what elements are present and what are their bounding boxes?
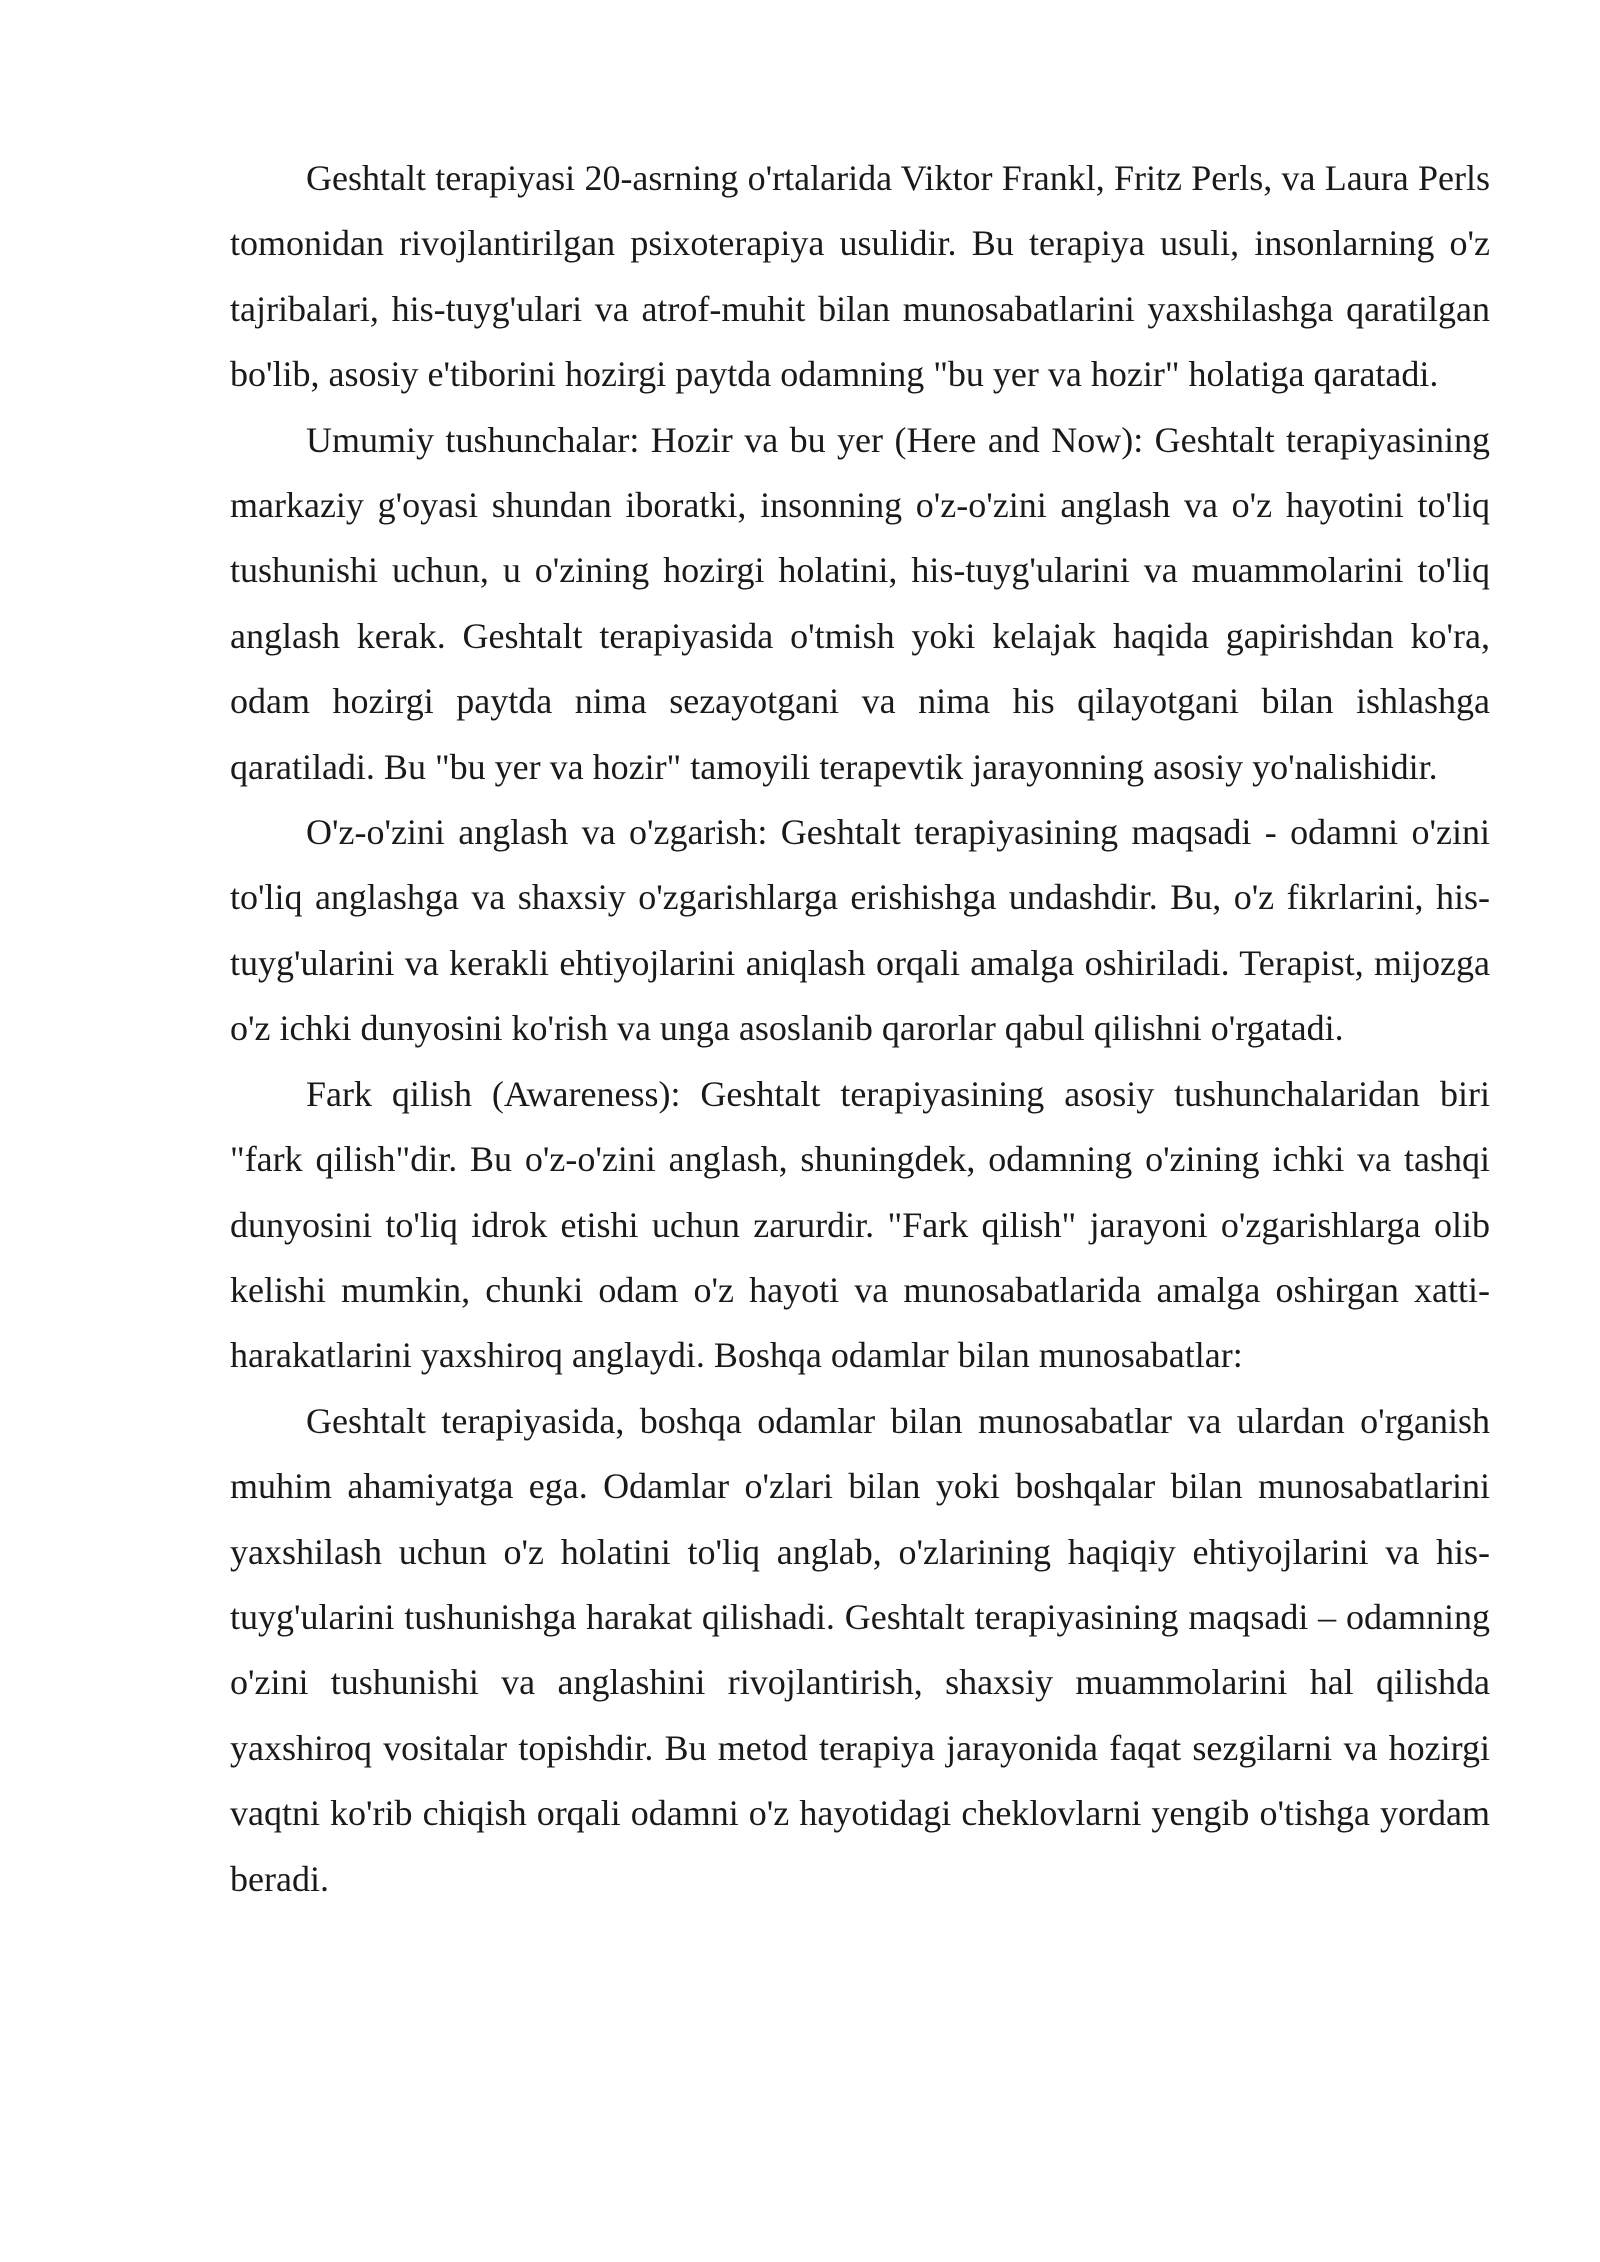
paragraph-awareness: Fark qilish (Awareness): Geshtalt terapiyasining asosiy tushunchalaridan biri "fark qilish"dir. Bu o'z-o'zini anglash, shuningdek, odamning o'zining ichki va tashqi dunyosini to'liq idrok etishi uchun zarurdir. "Fark qilish" jarayoni o'zgarishlarga olib kelishi mumkin, chunki odam o'z hayoti va munosabatlarida amalga oshirgan xatti-harakatlarini yaxshiroq anglaydi. Boshqa odamlar bilan munosabatlar:	[230, 1073, 1490, 1376]
paragraph-relationships: Geshtalt terapiyasida, boshqa odamlar bilan munosabatlar va ulardan o'rganish muhim ahamiyatga ega. Odamlar o'zlari bilan yoki boshqalar bilan munosabatlarini yaxshilash uchun o'z holatini to'liq anglab, o'zlarining haqiqiy ehtiyojlarini va his-tuyg'ularini tushunishga harakat qilishadi. Geshtalt terapiyasining maqsadi – odamning o'zini tushunishi va anglashini rivojlantirish, shaxsiy muammolarini hal qilishda yaxshiroq vositalar topishdir. Bu metod terapiya jarayonida faqat sezgilarni va hozirgi vaqtni ko'rib chiqish orqali odamni o'z hayotidagi cheklovlarni yengib o'tishga yordam beradi.	[230, 1400, 1490, 1899]
paragraph-self-awareness: O'z-o'zini anglash va o'zgarish: Geshtalt terapiyasining maqsadi - odamni o'zini to'liq anglashga va shaxsiy o'zgarishlarga erishishga undashdir. Bu, o'z fikrlarini, his-tuyg'ularini va kerakli ehtiyojlarini aniqlash orqali amalga oshiriladi. Terapist, mijozga o'z ichki dunyosini ko'rish va unga asoslanib qarorlar qabul qilishni o'rgatadi.	[230, 812, 1490, 1049]
paragraph-here-and-now: Umumiy tushunchalar: Hozir va bu yer (Here and Now): Geshtalt terapiyasining markaziy g'oyasi shundan iboratki, insonning o'z-o'zini anglash va o'z hayotini to'liq tushunishi uchun, u o'zining hozirgi holatini, his-tuyg'ularini va muammolarini to'liq anglash kerak. Geshtalt terapiyasida o'tmish yoki kelajak haqida gapirishdan ko'ra, odam hozirgi paytda nima sezayotgani va nima his qilayotgani bilan ishlashga qaratiladi. Bu "bu yer va hozir" tamoyili terapevtik jarayonning asosiy yo'nalishidir.	[230, 419, 1490, 787]
paragraph-intro: Geshtalt terapiyasi 20-asrning o'rtalarida Viktor Frankl, Fritz Perls, va Laura Perls tomonidan rivojlantirilgan psixoterapiya usulidir. Bu terapiya usuli, insonlarning o'z tajribalari, his-tuyg'ulari va atrof-muhit bilan munosabatlarini yaxshilashga qaratilgan bo'lib, asosiy e'tiborini hozirgi paytda odamning "bu yer va hozir" holatiga qaratadi.	[230, 158, 1490, 395]
document-body	[230, 146, 1490, 1912]
